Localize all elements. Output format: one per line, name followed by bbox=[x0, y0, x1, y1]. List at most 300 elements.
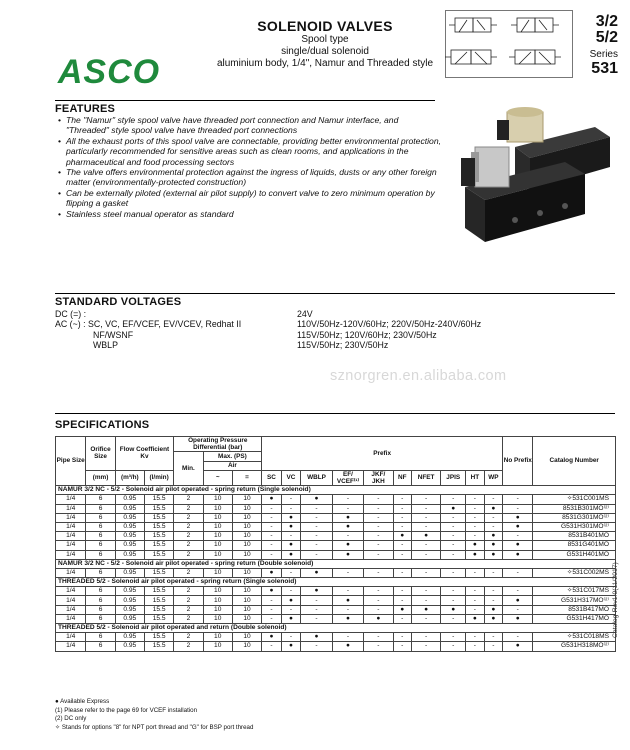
header-prefix-nf: NF bbox=[393, 470, 411, 485]
header-pipe-size: Pipe Size bbox=[56, 437, 86, 486]
table-cell: - bbox=[262, 532, 282, 541]
voltage-label: DC (=) : bbox=[55, 309, 87, 319]
table-cell: - bbox=[332, 504, 363, 513]
voltage-value: 110V/50Hz-120V/60Hz; 220V/50Hz-240V/60Hz bbox=[297, 319, 482, 330]
voltage-value: 24V bbox=[297, 309, 313, 319]
table-cell: ● bbox=[441, 605, 466, 614]
table-row bbox=[56, 596, 616, 605]
table-cell: 10 bbox=[232, 633, 261, 642]
table-cell: 6 bbox=[86, 504, 115, 513]
table-cell: - bbox=[503, 568, 533, 577]
table-cell: - bbox=[441, 642, 466, 651]
voltage-value: 115V/50Hz; 120V/60Hz; 230V/50Hz bbox=[297, 329, 437, 340]
table-cell: - bbox=[441, 614, 466, 623]
table-cell: 10 bbox=[232, 541, 261, 550]
features-list bbox=[58, 115, 443, 219]
header-unit-mm: (mm) bbox=[86, 470, 115, 485]
table-cell: 0.95 bbox=[115, 614, 144, 623]
table-cell: 15.5 bbox=[144, 504, 173, 513]
table-cell: 6 bbox=[86, 614, 115, 623]
header-ac: ~ bbox=[203, 470, 232, 485]
asco-logo bbox=[52, 52, 166, 90]
table-cell: - bbox=[364, 596, 393, 605]
table-cell: ● bbox=[503, 642, 533, 651]
table-cell: ● bbox=[332, 541, 363, 550]
table-cell: - bbox=[441, 513, 466, 522]
header-dc: = bbox=[232, 470, 261, 485]
table-cell: - bbox=[411, 633, 440, 642]
table-cell: - bbox=[411, 550, 440, 559]
table-cell: - bbox=[301, 513, 332, 522]
table-cell: - bbox=[364, 550, 393, 559]
table-cell: 2 bbox=[174, 587, 203, 596]
specs-heading: SPECIFICATIONS bbox=[55, 419, 150, 431]
table-cell: - bbox=[441, 541, 466, 550]
catalog-number: ✧531C017MS bbox=[533, 587, 616, 596]
table-cell: 1/4 bbox=[56, 541, 86, 550]
table-row bbox=[56, 633, 616, 642]
table-cell: - bbox=[281, 495, 301, 504]
table-cell: ● bbox=[332, 550, 363, 559]
table-cell: 6 bbox=[86, 550, 115, 559]
page-title: SOLENOID VALVES bbox=[257, 18, 393, 34]
table-cell: - bbox=[411, 513, 440, 522]
table-cell: 15.5 bbox=[144, 541, 173, 550]
table-cell: ● bbox=[466, 541, 484, 550]
table-cell: - bbox=[301, 605, 332, 614]
table-cell: ● bbox=[411, 605, 440, 614]
table-cell: ● bbox=[301, 633, 332, 642]
table-cell: 0.95 bbox=[115, 550, 144, 559]
table-cell: - bbox=[301, 614, 332, 623]
table-cell: ● bbox=[281, 596, 301, 605]
table-cell: - bbox=[262, 541, 282, 550]
table-cell: 10 bbox=[203, 513, 232, 522]
table-cell: - bbox=[411, 642, 440, 651]
table-cell: - bbox=[332, 587, 363, 596]
valve-symbol-icon bbox=[445, 10, 573, 78]
header-unit-m3h: (m³/h) bbox=[115, 470, 144, 485]
table-cell: - bbox=[441, 495, 466, 504]
table-cell: 10 bbox=[203, 587, 232, 596]
table-cell: 2 bbox=[174, 522, 203, 531]
table-cell: 6 bbox=[86, 513, 115, 522]
table-cell: - bbox=[393, 522, 411, 531]
group-title: NAMUR 3/2 NC - 5/2 - Solenoid air pilot operated - spring return (Double solenoid) bbox=[56, 559, 616, 568]
table-cell: 10 bbox=[203, 596, 232, 605]
table-cell: - bbox=[484, 596, 502, 605]
table-cell: - bbox=[441, 532, 466, 541]
table-cell: 10 bbox=[232, 504, 261, 513]
table-cell: - bbox=[393, 495, 411, 504]
table-cell: 2 bbox=[174, 504, 203, 513]
feature-item: • The valve offers environmental protection against the ingress of liquids, dusts or any other foreign matter (environmentally-protected construction) bbox=[58, 167, 443, 188]
voltage-row bbox=[55, 319, 515, 329]
divider bbox=[55, 100, 435, 101]
table-row bbox=[56, 605, 616, 614]
spec-table-body bbox=[56, 486, 616, 651]
table-row bbox=[56, 513, 616, 522]
table-cell: - bbox=[466, 522, 484, 531]
header-flow: Flow Coefficient Kv bbox=[115, 437, 174, 471]
voltage-label: AC (~) : SC, VC, EF/VCEF, EV/VCEV, Redhat II bbox=[55, 319, 242, 330]
table-cell: - bbox=[466, 495, 484, 504]
table-cell: ● bbox=[332, 596, 363, 605]
table-cell: - bbox=[393, 541, 411, 550]
table-cell: - bbox=[301, 550, 332, 559]
catalog-number: G531H417MO bbox=[533, 614, 616, 623]
table-cell: ● bbox=[281, 642, 301, 651]
table-cell: - bbox=[411, 504, 440, 513]
series-label: Series bbox=[589, 49, 618, 60]
table-cell: 0.95 bbox=[115, 605, 144, 614]
table-cell: ● bbox=[503, 541, 533, 550]
table-cell: 6 bbox=[86, 495, 115, 504]
voltage-label: WBLP bbox=[93, 340, 118, 351]
svg-text:ASCO: ASCO bbox=[57, 53, 161, 90]
table-cell: 6 bbox=[86, 541, 115, 550]
table-cell: ● bbox=[301, 587, 332, 596]
table-cell: 1/4 bbox=[56, 513, 86, 522]
table-cell: - bbox=[484, 522, 502, 531]
table-cell: 6 bbox=[86, 596, 115, 605]
table-cell: 6 bbox=[86, 633, 115, 642]
table-cell: 10 bbox=[203, 568, 232, 577]
header-prefix-ht: HT bbox=[466, 470, 484, 485]
table-cell: - bbox=[262, 504, 282, 513]
voltage-row bbox=[55, 309, 515, 319]
table-cell: 10 bbox=[203, 532, 232, 541]
specifications-table bbox=[55, 436, 616, 652]
table-cell: - bbox=[503, 495, 533, 504]
table-cell: - bbox=[364, 605, 393, 614]
catalog-number: 8531B301MO⁽²⁾ bbox=[533, 504, 616, 513]
table-cell: ● bbox=[301, 568, 332, 577]
table-cell: ● bbox=[484, 614, 502, 623]
table-cell: ● bbox=[503, 522, 533, 531]
table-cell: ● bbox=[503, 614, 533, 623]
table-cell: 15.5 bbox=[144, 596, 173, 605]
table-cell: ● bbox=[301, 495, 332, 504]
table-cell: ● bbox=[484, 541, 502, 550]
table-cell: - bbox=[262, 605, 282, 614]
table-cell: 2 bbox=[174, 513, 203, 522]
table-cell: - bbox=[441, 568, 466, 577]
table-cell: - bbox=[411, 587, 440, 596]
table-cell: - bbox=[466, 633, 484, 642]
header-min: Min. bbox=[174, 452, 203, 486]
table-cell: 0.95 bbox=[115, 587, 144, 596]
table-cell: - bbox=[484, 568, 502, 577]
table-cell: 10 bbox=[232, 568, 261, 577]
table-cell: 10 bbox=[203, 614, 232, 623]
title-block bbox=[190, 18, 460, 70]
table-cell: ● bbox=[332, 522, 363, 531]
table-cell: - bbox=[441, 596, 466, 605]
table-cell: - bbox=[262, 596, 282, 605]
table-cell: - bbox=[262, 614, 282, 623]
header-prefix-vc: VC bbox=[281, 470, 301, 485]
table-cell: 6 bbox=[86, 522, 115, 531]
table-cell: - bbox=[364, 587, 393, 596]
table-cell: ● bbox=[281, 550, 301, 559]
table-cell: - bbox=[281, 605, 301, 614]
table-cell: - bbox=[281, 532, 301, 541]
table-cell: 6 bbox=[86, 568, 115, 577]
table-cell: 15.5 bbox=[144, 513, 173, 522]
table-cell: - bbox=[364, 633, 393, 642]
divider bbox=[55, 293, 615, 294]
header-prefix-wblp: WBLP bbox=[301, 470, 332, 485]
table-cell: - bbox=[364, 642, 393, 651]
table-cell: - bbox=[393, 550, 411, 559]
table-cell: - bbox=[332, 605, 363, 614]
table-cell: - bbox=[364, 504, 393, 513]
table-cell: - bbox=[466, 504, 484, 513]
table-cell: ● bbox=[281, 513, 301, 522]
table-row bbox=[56, 541, 616, 550]
table-cell: ● bbox=[466, 550, 484, 559]
catalog-number: 8531B417MO bbox=[533, 605, 616, 614]
table-cell: 1/4 bbox=[56, 504, 86, 513]
catalog-number: 8531G301MO⁽²⁾ bbox=[533, 513, 616, 522]
header-prefix-nfet: NFET bbox=[411, 470, 440, 485]
table-cell: ● bbox=[393, 605, 411, 614]
table-cell: - bbox=[262, 522, 282, 531]
table-cell: 15.5 bbox=[144, 605, 173, 614]
table-cell: ● bbox=[503, 596, 533, 605]
table-cell: 10 bbox=[203, 550, 232, 559]
table-cell: - bbox=[364, 513, 393, 522]
table-cell: ● bbox=[332, 642, 363, 651]
table-cell: 2 bbox=[174, 541, 203, 550]
table-cell: ● bbox=[281, 541, 301, 550]
catalog-number: 8531G401MO bbox=[533, 541, 616, 550]
table-cell: - bbox=[393, 513, 411, 522]
table-cell: ● bbox=[364, 614, 393, 623]
table-cell: ● bbox=[281, 522, 301, 531]
table-cell: - bbox=[466, 587, 484, 596]
table-cell: - bbox=[332, 633, 363, 642]
table-cell: - bbox=[411, 614, 440, 623]
table-cell: ● bbox=[332, 513, 363, 522]
table-cell: - bbox=[441, 587, 466, 596]
table-cell: - bbox=[301, 504, 332, 513]
table-cell: 6 bbox=[86, 587, 115, 596]
catalog-number: G531H401MO bbox=[533, 550, 616, 559]
table-cell: 2 bbox=[174, 568, 203, 577]
table-cell: ● bbox=[466, 614, 484, 623]
table-cell: 10 bbox=[232, 495, 261, 504]
table-cell: 2 bbox=[174, 633, 203, 642]
voltage-label: NF/WSNF bbox=[93, 329, 134, 340]
table-cell: - bbox=[411, 495, 440, 504]
table-cell: - bbox=[484, 642, 502, 651]
feature-item: • Stainless steel manual operator as standard bbox=[58, 209, 443, 219]
header-prefix-jpis: JPIS bbox=[441, 470, 466, 485]
table-cell: ● bbox=[484, 605, 502, 614]
table-cell: 2 bbox=[174, 596, 203, 605]
catalog-number: G531H301MO⁽²⁾ bbox=[533, 522, 616, 531]
table-cell: 15.5 bbox=[144, 614, 173, 623]
catalog-number: ✧531C001MS bbox=[533, 495, 616, 504]
table-cell: 0.95 bbox=[115, 541, 144, 550]
table-cell: 1/4 bbox=[56, 605, 86, 614]
feature-item: • Can be externally piloted (external air pilot supply) to convert valve to zero minimum operation by flipping a gasket bbox=[58, 188, 443, 209]
header-prefix-jkf: JKF/ JKH bbox=[364, 470, 393, 485]
catalog-number: G531H318MO⁽²⁾ bbox=[533, 642, 616, 651]
footnote: ✧ Stands for options "8" for NPT port thread and "G" for BSP port thread bbox=[55, 723, 254, 731]
table-cell: 1/4 bbox=[56, 587, 86, 596]
table-cell: 15.5 bbox=[144, 587, 173, 596]
table-cell: - bbox=[364, 495, 393, 504]
table-cell: 10 bbox=[203, 633, 232, 642]
footnotes bbox=[55, 698, 253, 732]
table-cell: - bbox=[393, 642, 411, 651]
table-cell: 10 bbox=[232, 596, 261, 605]
table-cell: ● bbox=[484, 532, 502, 541]
group-row bbox=[56, 578, 616, 587]
table-cell: 1/4 bbox=[56, 614, 86, 623]
voltage-row bbox=[55, 330, 515, 340]
table-cell: - bbox=[332, 495, 363, 504]
table-cell: - bbox=[484, 513, 502, 522]
catalog-number: ✧531C018MS bbox=[533, 633, 616, 642]
table-cell: ● bbox=[281, 614, 301, 623]
table-cell: ● bbox=[503, 550, 533, 559]
table-cell: - bbox=[281, 568, 301, 577]
table-cell: 2 bbox=[174, 550, 203, 559]
table-cell: - bbox=[466, 568, 484, 577]
header-air: Air bbox=[203, 461, 262, 470]
table-cell: 0.95 bbox=[115, 522, 144, 531]
table-cell: - bbox=[393, 568, 411, 577]
table-cell: 10 bbox=[203, 541, 232, 550]
table-cell: 2 bbox=[174, 532, 203, 541]
table-cell: - bbox=[281, 633, 301, 642]
group-row bbox=[56, 624, 616, 633]
table-cell: - bbox=[393, 596, 411, 605]
table-cell: 1/4 bbox=[56, 550, 86, 559]
table-cell: 10 bbox=[232, 614, 261, 623]
voltage-row bbox=[55, 340, 515, 350]
table-cell: 15.5 bbox=[144, 495, 173, 504]
table-cell: 2 bbox=[174, 642, 203, 651]
table-cell: 1/4 bbox=[56, 633, 86, 642]
table-cell: 0.95 bbox=[115, 596, 144, 605]
table-cell: 10 bbox=[203, 642, 232, 651]
table-cell: - bbox=[466, 596, 484, 605]
table-cell: 6 bbox=[86, 605, 115, 614]
footnote: ● Available Express bbox=[55, 698, 110, 705]
divider bbox=[55, 413, 615, 414]
header-unit-lmin: (l/min) bbox=[144, 470, 173, 485]
table-cell: 0.95 bbox=[115, 633, 144, 642]
header-catalog: Catalog Number bbox=[533, 437, 616, 486]
header-max: Max. (PS) bbox=[203, 452, 262, 461]
table-cell: - bbox=[332, 568, 363, 577]
group-row bbox=[56, 486, 616, 495]
catalog-number: 8531B401MO bbox=[533, 532, 616, 541]
footnote: (1) Please refer to the page 69 for VCEF installation bbox=[55, 706, 198, 714]
table-cell: 15.5 bbox=[144, 633, 173, 642]
table-cell: - bbox=[393, 633, 411, 642]
watermark: sznorgren.en.alibaba.com bbox=[330, 368, 507, 384]
header-prefix-wp: WP bbox=[484, 470, 502, 485]
table-cell: 15.5 bbox=[144, 532, 173, 541]
table-cell: - bbox=[393, 614, 411, 623]
table-cell: ● bbox=[262, 495, 282, 504]
subtitle-line: Spool type bbox=[301, 34, 349, 45]
table-cell: - bbox=[411, 522, 440, 531]
table-row bbox=[56, 522, 616, 531]
table-cell: ● bbox=[484, 550, 502, 559]
table-cell: - bbox=[484, 495, 502, 504]
table-cell: 0.95 bbox=[115, 504, 144, 513]
voltage-value: 115V/50Hz; 230V/50Hz bbox=[297, 340, 389, 351]
table-cell: 1/4 bbox=[56, 522, 86, 531]
table-cell: - bbox=[262, 513, 282, 522]
table-cell: - bbox=[332, 532, 363, 541]
table-cell: - bbox=[301, 541, 332, 550]
table-cell: - bbox=[503, 504, 533, 513]
table-row bbox=[56, 495, 616, 504]
table-cell: ● bbox=[262, 587, 282, 596]
table-cell: 2 bbox=[174, 495, 203, 504]
table-cell: 10 bbox=[203, 495, 232, 504]
header-prefix-sc: SC bbox=[262, 470, 282, 485]
table-cell: 15.5 bbox=[144, 642, 173, 651]
table-cell: - bbox=[484, 587, 502, 596]
table-row bbox=[56, 568, 616, 577]
table-cell: 10 bbox=[203, 522, 232, 531]
table-cell: ● bbox=[393, 532, 411, 541]
feature-item: • The "Namur" style spool valve have threaded port connection and Namur interface, and "Threaded" style spool valve have threaded port connections bbox=[58, 115, 443, 136]
table-cell: - bbox=[262, 642, 282, 651]
table-cell: - bbox=[301, 596, 332, 605]
table-cell: ● bbox=[332, 614, 363, 623]
subtitle-line: aluminium body, 1/4", Namur and Threaded style bbox=[216, 58, 434, 69]
catalog-number: ✧531C002MS bbox=[533, 568, 616, 577]
table-cell: - bbox=[484, 633, 502, 642]
voltages-heading: STANDARD VOLTAGES bbox=[55, 296, 182, 308]
table-cell: 10 bbox=[232, 532, 261, 541]
header-orifice: Orifice Size bbox=[86, 437, 115, 471]
table-cell: - bbox=[393, 504, 411, 513]
catalog-number: G531H317MO⁽²⁾ bbox=[533, 596, 616, 605]
table-cell: 0.95 bbox=[115, 513, 144, 522]
table-cell: 0.95 bbox=[115, 568, 144, 577]
table-cell: - bbox=[503, 587, 533, 596]
subtitle-line: single/dual solenoid bbox=[281, 46, 369, 57]
group-title: NAMUR 3/2 NC - 5/2 - Solenoid air pilot operated - spring return (Single solenoid) bbox=[56, 486, 616, 495]
table-cell: - bbox=[441, 633, 466, 642]
table-cell: 6 bbox=[86, 532, 115, 541]
table-cell: - bbox=[364, 522, 393, 531]
table-cell: - bbox=[281, 587, 301, 596]
table-cell: - bbox=[411, 596, 440, 605]
group-row bbox=[56, 559, 616, 568]
table-row bbox=[56, 642, 616, 651]
table-cell: - bbox=[393, 587, 411, 596]
table-cell: - bbox=[364, 532, 393, 541]
table-cell: 0.95 bbox=[115, 532, 144, 541]
table-cell: - bbox=[466, 605, 484, 614]
way-5-2: 5/2 bbox=[595, 29, 618, 46]
table-cell: - bbox=[441, 522, 466, 531]
table-cell: ● bbox=[262, 633, 282, 642]
table-cell: 1/4 bbox=[56, 642, 86, 651]
